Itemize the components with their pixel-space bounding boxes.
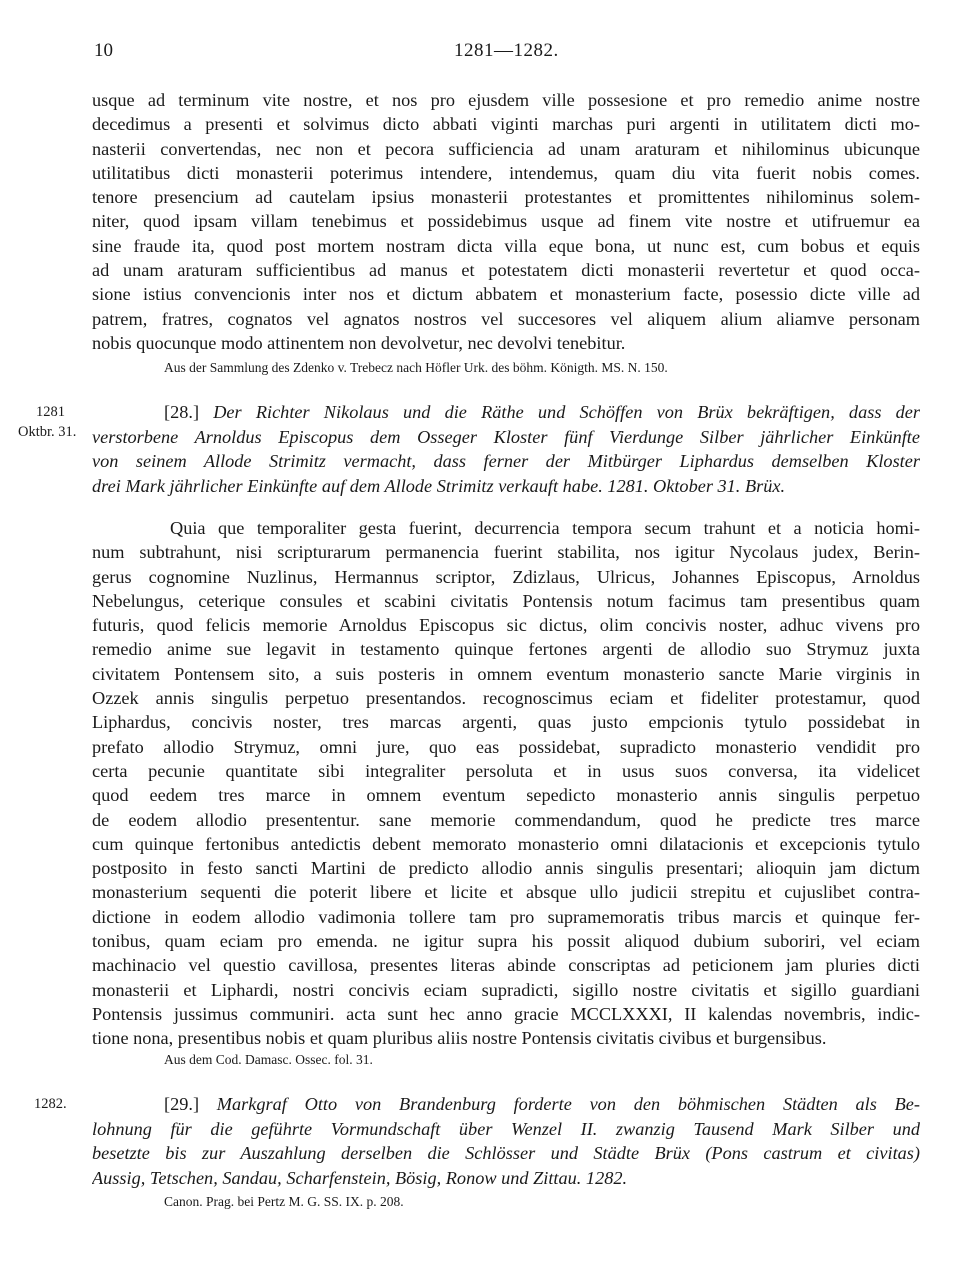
text-line: ad unam araturam sufficientibus ad manus et potestatem dicti monasterii revertetur et quod occa- — [92, 260, 920, 281]
regest-line: drei Mark jährlicher Einkünfte auf dem Allode Strimitz verkauft habe. 1281. Oktober 31. Brüx. — [92, 475, 786, 496]
regest-line: verstorbene Arnoldus Episcopus dem Osseger Kloster fünf Vierdunge Silber jährlicher Einkünfte — [92, 426, 920, 447]
text-line: tonibus, quam eciam pro emenda. ne igitur supra his possit aliquod dubium suboriri, vel eciam — [92, 931, 920, 952]
source-note: Canon. Prag. bei Pertz M. G. SS. IX. p. 208. — [164, 1194, 404, 1209]
document-number: [29.] — [164, 1094, 200, 1114]
text-line: machinacio vel questio cavillosa, presentes literas abinde conscriptas ad peticionem jam pluries dicti — [92, 955, 920, 976]
text-line: tenore presencium ad cautelam ipsius monasterii protestantes et promittentes nihilominus solem- — [92, 187, 920, 208]
text-line: nobis quocunque modo attinentem non devolvetur, nec devolvi tenebitur. — [92, 332, 626, 353]
text-line: nasterii convertendas, nec non et pecora sufficiencia ad unam araturam et nihilominus ubicunque — [92, 138, 920, 159]
regest-28 — [92, 400, 920, 498]
document-28-text — [92, 516, 920, 1051]
text-line: certa pecunie quantitate sibi integraliter persoluta et in usus suos conversa, ita videlicet — [92, 760, 920, 781]
regest-line — [92, 1092, 920, 1117]
text-line: Liphardus, concivis noster, tres marcas argenti, quas justo empcionis tytulo possidebat in — [92, 712, 920, 733]
text-line: monasterium sequenti die poterit libere et licite et absque ullo judicii strepitu et cujuslibet contra- — [92, 882, 920, 903]
regest-29 — [92, 1092, 920, 1190]
running-head-years: 1281—1282. — [454, 40, 559, 61]
text-line: Quia que temporaliter gesta fuerint, decurrencia tempora secum trahunt et a noticia homi- — [170, 518, 920, 538]
text-line: civitatem Pontensem sito, a suis posteris in omnem eventum monasterio sancte Marie virginis in — [92, 663, 920, 684]
text-line: quod eedem tres marce in omnem eventum sepedicto monasterio annis singulis perpetuo — [92, 785, 920, 806]
margin-date: Oktbr. 31. — [18, 424, 77, 440]
document-number: [28.] — [164, 402, 200, 422]
text-line: monasterii et Liphardi, nostri concivis eciam supradicti, sigillo nostre civitatis et sigillo guardiani — [92, 979, 920, 1000]
page-number: 10 — [94, 40, 113, 61]
text-line: tione nona, presentibus nobis et quam pluribus aliis nostre Pontensis civitatis civibus et burgensibus. — [92, 1028, 827, 1049]
text-line: niter, quod ipsam villam tenebimus et possidebimus usque ad finem vite nostre et utifruemur ea — [92, 211, 920, 232]
source-note: Aus dem Cod. Damasc. Ossec. fol. 31. — [164, 1052, 373, 1067]
text-line: gerus cognomine Nuzlinus, Hermannus scriptor, Zdizlaus, Ulricus, Johannes Episcopus, Arnoldus — [92, 566, 920, 587]
regest-line — [92, 400, 920, 425]
text-line: decedimus a presenti et solvimus dicto abbati viginti marchas puri argenti in utilitatem dicti mo- — [92, 114, 920, 135]
source-note: Aus der Sammlung des Zdenko v. Trebecz nach Höfler Urk. des böhm. Königth. MS. N. 150. — [164, 360, 668, 375]
margin-year: 1282. — [34, 1096, 67, 1112]
regest-text: Der Richter Nikolaus und die Räthe und Schöffen von Brüx bekräftigen, dass der — [213, 402, 920, 422]
text-line: patrem, fratres, cognatos vel agnatos nostros vel succesores vel aliquem alium aliamve personam — [92, 308, 920, 329]
text-line: usque ad terminum vite nostre, et nos pro ejusdem ville possesione et pro remedio anime nostre — [92, 90, 920, 110]
text-line: futuris, quod felicis memorie Arnoldus Episcopus sic dictus, olim concivis noster, adhuc vivens pro — [92, 615, 920, 636]
text-line: utilitatibus dicti monasterii poterimus intendere, intendemus, quam diu vita fuerit nobis comes. — [92, 162, 920, 183]
regest-line: von seinem Allode Strimitz vermacht, dass ferner der Mitbürger Liphardus demselben Kloster — [92, 451, 920, 471]
text-line: dictione in eodem allodio vadimonia tollere tam pro supramemoratis tribus marcis et quinque fer- — [92, 906, 920, 927]
text-line: cum quinque fertonibus antedictis debent memorato monasterio omni dilatacionis et excepcionis tytulo — [92, 833, 920, 854]
continuation-text — [92, 88, 920, 355]
regest-line: besetzte bis zur Auszahlung derselben die Schlösser und Städte Brüx (Pons castrum et civitas) — [92, 1143, 920, 1163]
text-line: sine fraude ita, quod post mortem nostram dicta villa eque bona, ut nunc est, cum bobus et equis — [92, 235, 920, 256]
text-line: sione istius convencionis inter nos et dictum abbatem et monasterium facte, posessio dicte ville ad — [92, 284, 920, 305]
margin-year: 1281 — [36, 404, 65, 420]
text-line: remedio anime sue legavit in testamento quinque fertones argenti de allodio suo Strymuz juxta — [92, 639, 920, 660]
text-line: Pontensis jussimus communiri. acta sunt hec anno gracie MCCLXXXI, II kalendas novembris, indic- — [92, 1003, 920, 1024]
text-line: Nebelungus, ceterique consules et scabini civitatis Pontensis notum facimus tam presentibus quam — [92, 590, 920, 611]
regest-line: lohnung für die geführte Vormundschaft über Wenzel II. zwanzig Tausend Mark Silber und — [92, 1118, 920, 1139]
text-line: num subtrahunt, nisi scripturarum permanencia fuerint stabilita, nos igitur Nycolaus judex, Berin- — [92, 542, 920, 563]
text-line: postposito in festo sancti Martini de predicto allodio annis singulis presentari; alioquin jam dictum — [92, 858, 920, 879]
regest-text: Markgraf Otto von Brandenburg forderte von den böhmischen Städten als Be- — [216, 1094, 920, 1114]
text-line: prefato allodio Strymuz, omni jure, quo eas possidebat, supradicto monasterio vendidit pro — [92, 736, 920, 757]
text-line: Ozzek annis singulis perpetuo presentandos. recognoscimus eciam et fideliter protestamur, quod — [92, 688, 920, 709]
regest-line: Aussig, Tetschen, Sandau, Scharfenstein, Bösig, Ronow und Zittau. 1282. — [92, 1167, 628, 1188]
text-line: de eodem allodio presententur. sane memorie commendandum, quod he predicte tres marce — [92, 809, 920, 830]
running-head — [0, 40, 960, 66]
